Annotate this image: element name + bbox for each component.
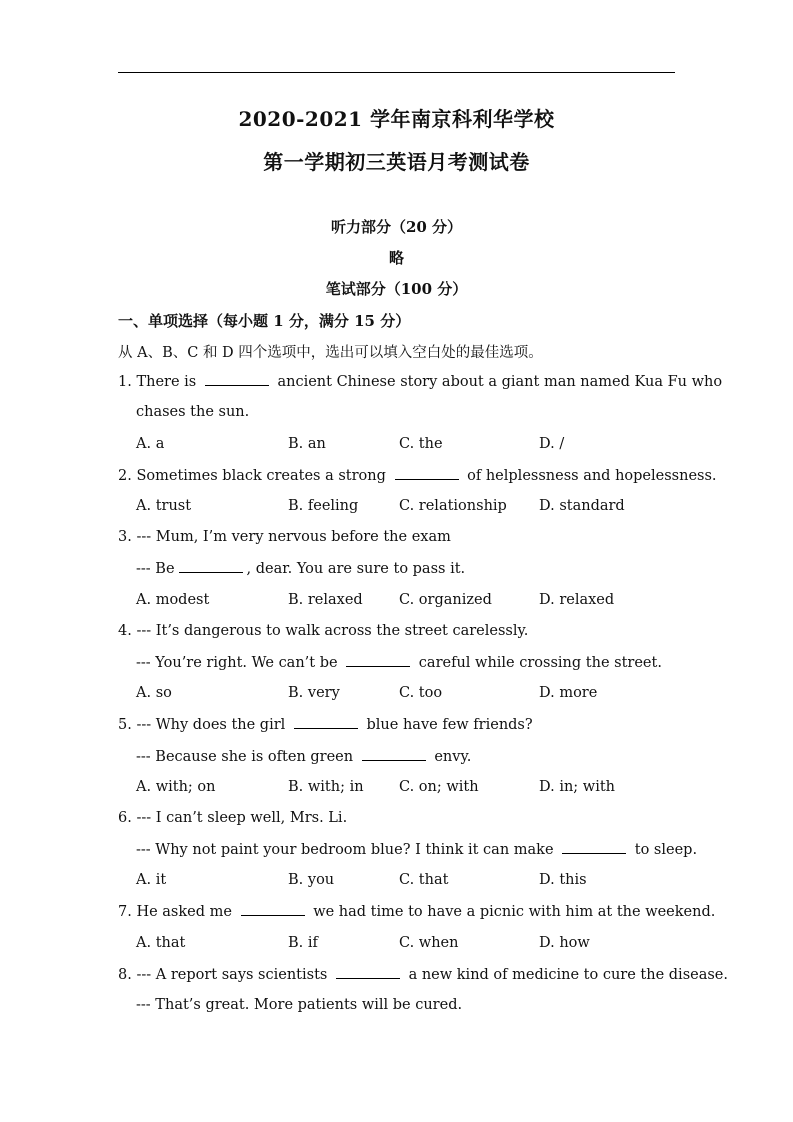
listening-omitted-note: 略 xyxy=(388,249,404,267)
q6-option-b: B. you xyxy=(288,872,335,888)
question-6-line2: --- Why not paint your bedroom blue? I think it can make to sleep. xyxy=(136,842,698,858)
listening-section-heading: 听力部分（20 分） xyxy=(330,218,463,236)
header-rule xyxy=(118,72,675,73)
answer-blank xyxy=(362,748,426,761)
q2-option-c: C. relationship xyxy=(399,498,507,514)
q5-option-c: C. on; with xyxy=(399,779,479,795)
q6-option-d: D. this xyxy=(539,872,587,888)
exam-title-line1: 2020-2021 学年南京科利华学校 xyxy=(238,107,555,131)
answer-blank xyxy=(294,716,358,729)
answer-blank xyxy=(395,467,459,480)
answer-blank xyxy=(562,841,626,854)
written-section-heading: 笔试部分（100 分） xyxy=(325,280,468,298)
q1-option-b: B. an xyxy=(288,436,326,452)
question-1: 1. There is ancient Chinese story about a giant man named Kua Fu who xyxy=(118,374,723,390)
q4-option-a: A. so xyxy=(136,685,172,701)
q3-option-a: A. modest xyxy=(136,592,210,608)
question-5: 5. --- Why does the girl blue have few friends? xyxy=(118,717,533,733)
question-3-line2: --- Be , dear. You are sure to pass it. xyxy=(136,561,466,577)
q4-option-c: C. too xyxy=(399,685,443,701)
part1-heading: 一、单项选择（每小题 1 分，满分 15 分） xyxy=(118,312,411,330)
q5-option-a: A. with; on xyxy=(136,779,216,795)
q2-option-d: D. standard xyxy=(539,498,625,514)
answer-blank xyxy=(179,560,243,573)
q1-option-d: D. / xyxy=(539,436,565,452)
question-6: 6. --- I can’t sleep well, Mrs. Li. xyxy=(118,810,348,826)
q7-option-d: D. how xyxy=(539,935,590,951)
q1-option-c: C. the xyxy=(399,436,443,452)
question-4: 4. --- It’s dangerous to walk across the street carelessly. xyxy=(118,623,529,639)
q2-option-b: B. feeling xyxy=(288,498,359,514)
question-number: 1. xyxy=(118,374,132,390)
answer-blank xyxy=(241,903,305,916)
question-4-line2: --- You’re right. We can’t be careful while crossing the street. xyxy=(136,655,662,671)
question-3: 3. --- Mum, I’m very nervous before the exam xyxy=(118,529,451,545)
q6-option-a: A. it xyxy=(136,872,167,888)
question-1-continuation: chases the sun. xyxy=(136,404,250,420)
q1-option-a: A. a xyxy=(136,436,165,452)
q7-option-a: A. that xyxy=(136,935,186,951)
q6-option-c: C. that xyxy=(399,872,449,888)
q3-option-d: D. relaxed xyxy=(539,592,615,608)
part1-instruction: 从 A、B、C 和 D 四个选项中，选出可以填入空白处的最佳选项。 xyxy=(118,345,543,361)
q7-option-c: C. when xyxy=(399,935,459,951)
q5-option-b: B. with; in xyxy=(288,779,364,795)
q4-option-b: B. very xyxy=(288,685,340,701)
q4-option-d: D. more xyxy=(539,685,598,701)
question-2: 2. Sometimes black creates a strong of helplessness and hopelessness. xyxy=(118,468,717,484)
q3-option-b: B. relaxed xyxy=(288,592,363,608)
answer-blank xyxy=(336,966,400,979)
q7-option-b: B. if xyxy=(288,935,318,951)
q2-option-a: A. trust xyxy=(136,498,192,514)
q3-option-c: C. organized xyxy=(399,592,492,608)
question-8: 8. --- A report says scientists a new kind of medicine to cure the disease. xyxy=(118,967,728,983)
question-5-line2: --- Because she is often green envy. xyxy=(136,749,472,765)
question-8-line2: --- That’s great. More patients will be cured. xyxy=(136,997,463,1013)
answer-blank xyxy=(205,373,269,386)
exam-title-line2: 第一学期初三英语月考测试卷 xyxy=(263,150,530,174)
question-7: 7. He asked me we had time to have a picnic with him at the weekend. xyxy=(118,904,716,920)
answer-blank xyxy=(346,654,410,667)
q5-option-d: D. in; with xyxy=(539,779,616,795)
